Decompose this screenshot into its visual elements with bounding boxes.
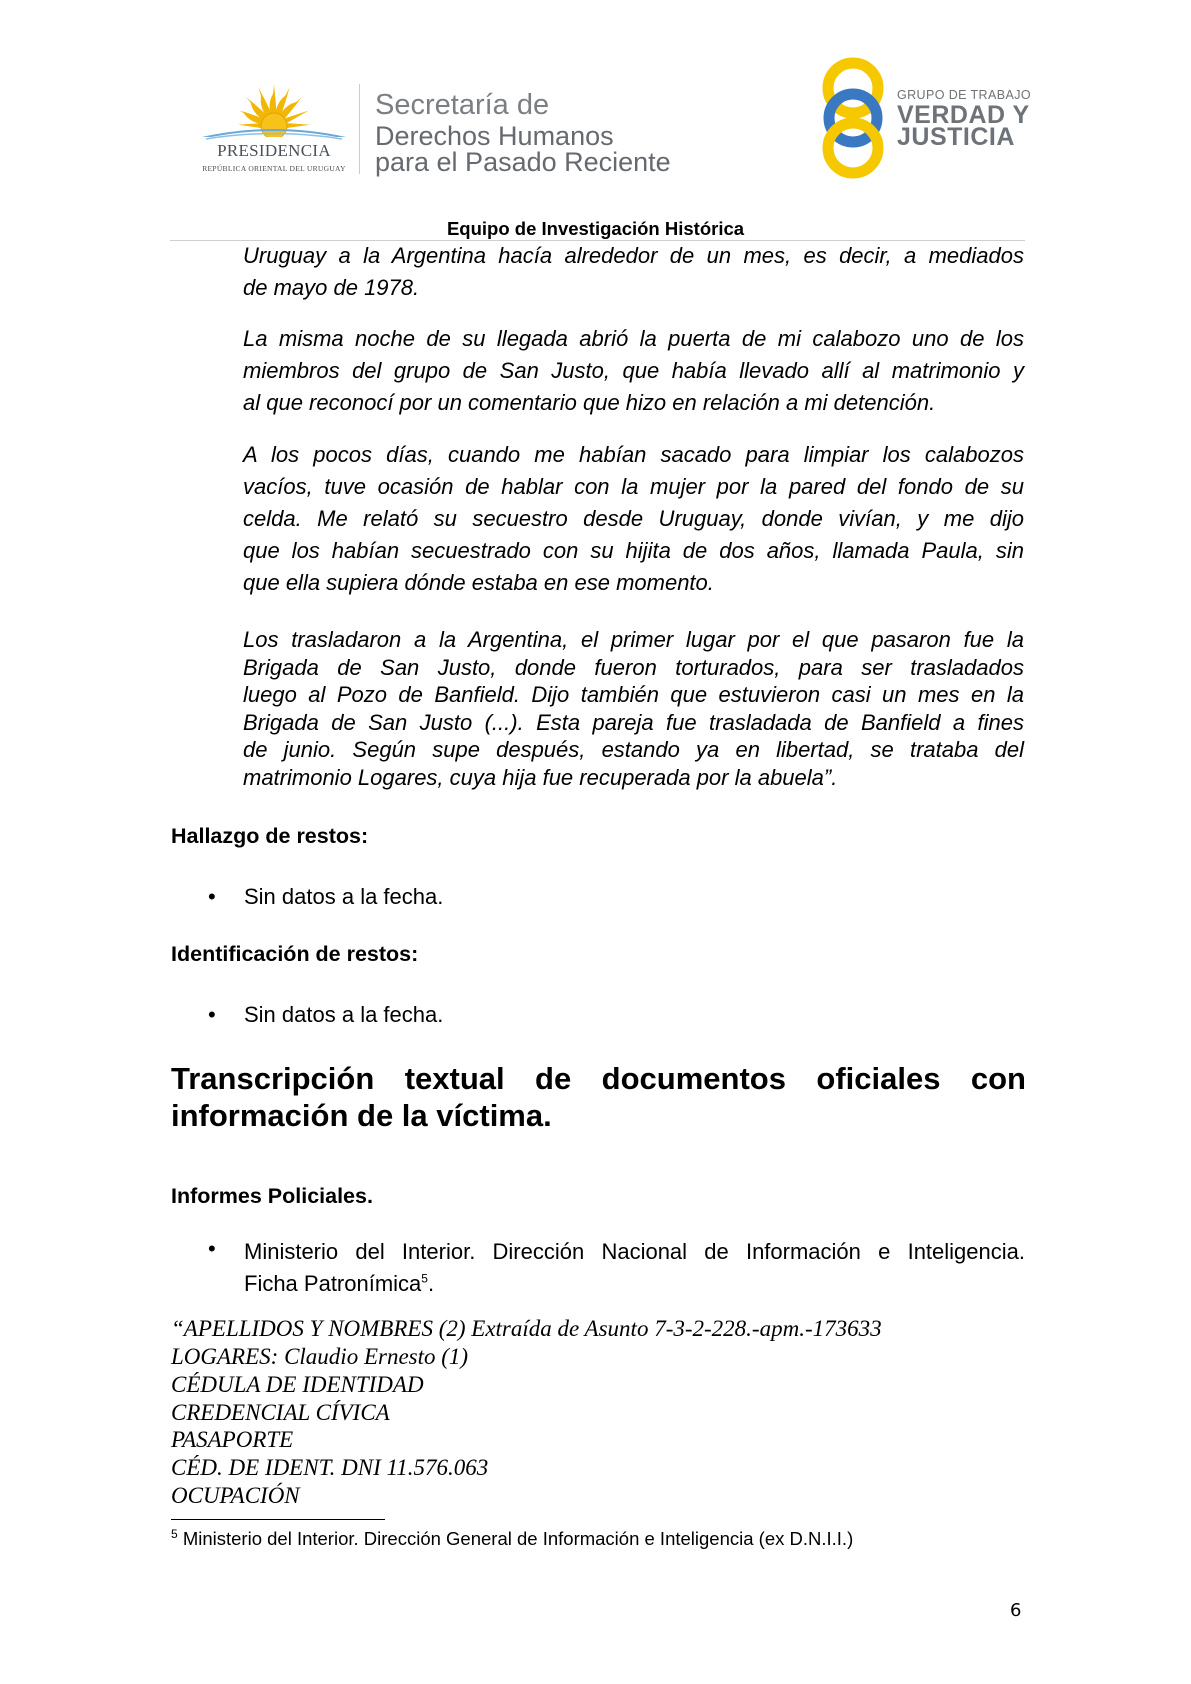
- presidencia-wordmark: PRESIDENCIA: [217, 141, 331, 160]
- footnote: [171, 1528, 853, 1550]
- secretaria-line-3: para el Pasado Reciente: [375, 147, 671, 177]
- header-divider: [359, 84, 360, 174]
- ficha-line: CÉD. DE IDENT. DNI 11.576.063: [171, 1455, 489, 1480]
- section-title: [171, 1060, 1026, 1134]
- text-line: Uruguay a la Argentina hacía alrededor de un mes, es decir, a mediados: [243, 243, 1024, 268]
- text-line: [244, 1268, 1025, 1300]
- ficha-line: OCUPACIÓN: [171, 1483, 300, 1508]
- trailing-period: .: [427, 1271, 435, 1296]
- identificacion-bullet: Sin datos a la fecha.: [244, 1002, 444, 1027]
- justicia-label: JUSTICIA: [897, 123, 1015, 151]
- ficha-line: “APELLIDOS Y NOMBRES (2) Extraída de Asunto 7-3-2-228.-apm.-173633: [171, 1316, 882, 1341]
- verdad-label: VERDAD Y: [897, 101, 1030, 129]
- ficha-line: CÉDULA DE IDENTIDAD: [171, 1372, 424, 1397]
- bullet-dot: •: [208, 1236, 216, 1261]
- quote-paragraph-2: [243, 323, 1024, 419]
- footnote-mark: 5: [171, 1526, 178, 1541]
- presidencia-subtitle: REPÚBLICA ORIENTAL DEL URUGUAY: [202, 164, 346, 173]
- text-line: de junio. Según supe después, estando ya en libertad, se trataba del: [243, 737, 1024, 763]
- ficha-line: CREDENCIAL CÍVICA: [171, 1400, 390, 1425]
- secretaria-line-2: Derechos Humanos: [375, 121, 614, 151]
- text-line: miembros del grupo de San Justo, que había llevado allí al matrimonio y: [243, 358, 1024, 383]
- page-number: 6: [1010, 1600, 1022, 1621]
- quote-paragraph-1: [243, 240, 1024, 304]
- identificacion-heading: Identificación de restos:: [171, 942, 419, 966]
- text-line: A los pocos días, cuando me habían sacado para limpiar los calabozos: [243, 442, 1024, 467]
- text-line: Ministerio del Interior. Dirección Nacional de Información e Inteligencia.: [244, 1239, 1025, 1264]
- text-line: de mayo de 1978.: [243, 275, 420, 300]
- grupo-trabajo-label: GRUPO DE TRABAJO: [897, 88, 1031, 102]
- bullet-dot: •: [208, 884, 216, 909]
- text-line: luego al Pozo de Banfield. Dijo también que estuvieron casi un mes en la: [243, 682, 1024, 708]
- team-title: Equipo de Investigación Histórica: [446, 218, 745, 239]
- ficha-label: Ficha Patronímica: [244, 1271, 422, 1296]
- text-line: Brigada de San Justo, donde fueron torturados, para ser trasladados: [243, 654, 1024, 680]
- text-line: Los trasladaron a la Argentina, el primer lugar por el que pasaron fue la: [243, 627, 1024, 652]
- informes-bullet: [244, 1236, 1025, 1300]
- footnote-ref[interactable]: 5: [421, 1271, 428, 1286]
- text-line: La misma noche de su llegada abrió la puerta de mi calabozo uno de los: [243, 326, 1024, 351]
- hallazgo-heading: Hallazgo de restos:: [171, 824, 369, 848]
- secretaria-line-1: Secretaría de: [375, 89, 550, 121]
- text-line: que ella supiera dónde estaba en ese momento.: [243, 570, 714, 595]
- informes-heading: Informes Policiales.: [171, 1184, 373, 1208]
- text-line: Brigada de San Justo (...). Esta pareja fue trasladada de Banfield a fines: [243, 709, 1024, 735]
- text-line: matrimonio Logares, cuya hija fue recuperada por la abuela”.: [243, 764, 838, 790]
- footnote-text: Ministerio del Interior. Dirección General de Información e Inteligencia (ex D.N.I.I.): [182, 1528, 854, 1549]
- text-line: vacíos, tuve ocasión de hablar con la mujer por la pared del fondo de su: [243, 474, 1024, 499]
- ficha-line: LOGARES: Claudio Ernesto (1): [171, 1344, 469, 1369]
- text-line: celda. Me relató su secuestro desde Uruguay, donde vivían, y me dijo: [243, 506, 1024, 531]
- section-title-line: Transcripción textual de documentos oficiales con: [171, 1061, 1026, 1096]
- text-line: que los habían secuestrado con su hijita de dos años, llamada Paula, sin: [243, 538, 1024, 563]
- footnote-separator: [171, 1519, 385, 1520]
- text-line: al que reconocí por un comentario que hizo en relación a mi detención.: [243, 390, 936, 415]
- ficha-line: PASAPORTE: [171, 1427, 294, 1452]
- quote-paragraph-3: [243, 439, 1024, 599]
- bullet-dot: •: [208, 1002, 216, 1027]
- section-title-line: información de la víctima.: [171, 1098, 552, 1133]
- quote-paragraph-4: [243, 626, 1024, 792]
- hallazgo-bullet: Sin datos a la fecha.: [244, 884, 444, 909]
